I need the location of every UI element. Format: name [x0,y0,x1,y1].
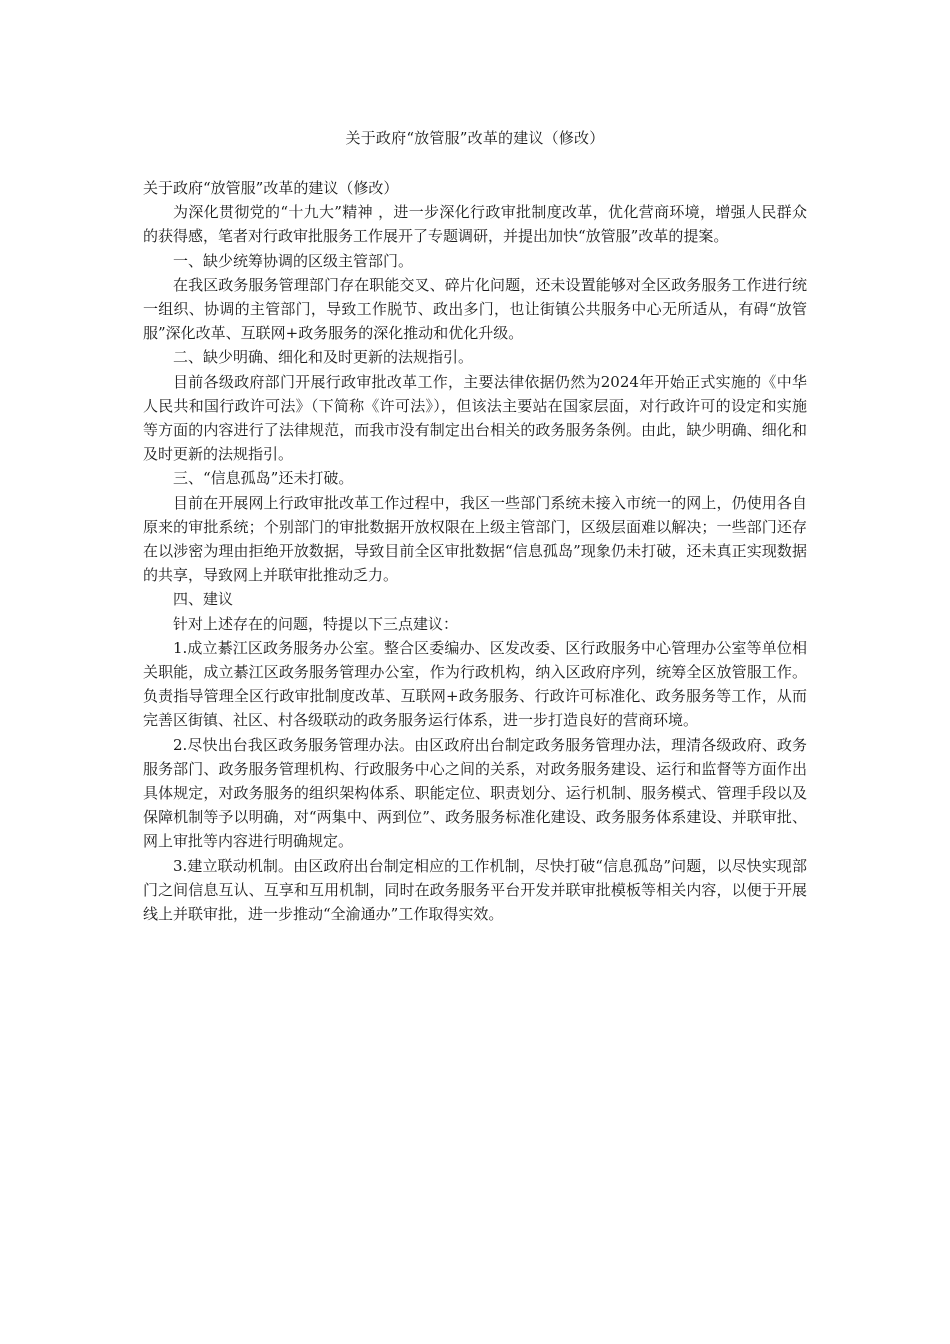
document-title: 关于政府“放管服”改革的建议（修改） [345,129,605,147]
body-heading: 关于政府“放管服”改革的建议（修改） [143,179,399,197]
intro-paragraph: 为深化贯彻党的“十九大”精神 ，进一步深化行政审批制度改革，优化营商环境，增强人民群众的获得感，笔者对行政审批服务工作展开了专题调研，并提出加快“放管服”改革的提案。 [143,203,807,246]
section-paragraph-3: 目前在开展网上行政审批改革工作过程中，我区一些部门系统未接入市统一的网上，仍使用各自原来的审批系统；个别部门的审批数据开放权限在上级主管部门，区级层面难以解决；一些部门还存在以涉密为理由拒绝开放数据，导致目前全区审批数据“信息孤岛”现象仍未打破，还未真正实现数据的共享，导致网上并联审批推动乏力。 [143,493,807,585]
section-paragraph-1: 在我区政务服务管理部门存在职能交叉、碎片化问题，还未设置能够对全区政务服务工作进行统一组织、协调的主管部门，导致工作脱节、政出多门，也让街镇公共服务中心无所适从，有碍“放管服”深化改革、互联网+政务服务的深化推动和优化升级。 [143,275,807,343]
section-paragraph-2: 目前各级政府部门开展行政审批改革工作，主要法律依据仍然为2024年开始正式实施的《中华人民共和国行政许可法》（下简称《许可法》），但该法主要站在国家层面，对行政许可的设定和实施等方面的内容进行了法律规范，而我市没有制定出台相关的政务服务条例。由此，缺少明确、细化和及时更新的法规指引。 [143,372,807,464]
suggestions-intro: 针对上述存在的问题，特提以下三点建议： [173,614,459,633]
section-heading-1: 一、缺少统筹协调的区级主管部门。 [173,251,414,270]
section-heading-3: 三、“信息孤岛”还未打破。 [173,469,354,488]
document-body [143,176,807,926]
section-heading-4: 四、建议 [173,590,234,609]
section-heading-2: 二、缺少明确、细化和及时更新的法规指引。 [173,348,474,367]
suggestion-2: 2.尽快出台我区政务服务管理办法。由区政府出台制定政务服务管理办法，理清各级政府、政务服务部门、政务服务管理机构、行政服务中心之间的关系，对政务服务建设、运行和监督等方面作出具体规定，对政务服务的组织架构体系、职能定位、职责划分、运行机制、服务模式、管理手段以及保障机制等予以明确，对“两集中、两到位”、政务服务标准化建设、政务服务体系建设、并联审批、网上审批等内容进行明确规定。 [143,735,807,851]
suggestion-1: 1.成立綦江区政务服务办公室。整合区委编办、区发改委、区行政服务中心管理办公室等单位相关职能，成立綦江区政务服务管理办公室，作为行政机构，纳入区政府序列，统筹全区放管服工作。负责指导管理全区行政审批制度改革、互联网+政务服务、行政许可标准化、政务服务等工作，从而完善区街镇、社区、村各级联动的政务服务运行体系，进一步打造良好的营商环境。 [143,638,807,730]
suggestion-3: 3.建立联动机制。由区政府出台制定相应的工作机制，尽快打破“信息孤岛”问题，以尽快实现部门之间信息互认、互享和互用机制，同时在政务服务平台开发并联审批模板等相关内容，以便于开展线上并联审批，进一步推动“全渝通办”工作取得实效。 [143,856,807,924]
